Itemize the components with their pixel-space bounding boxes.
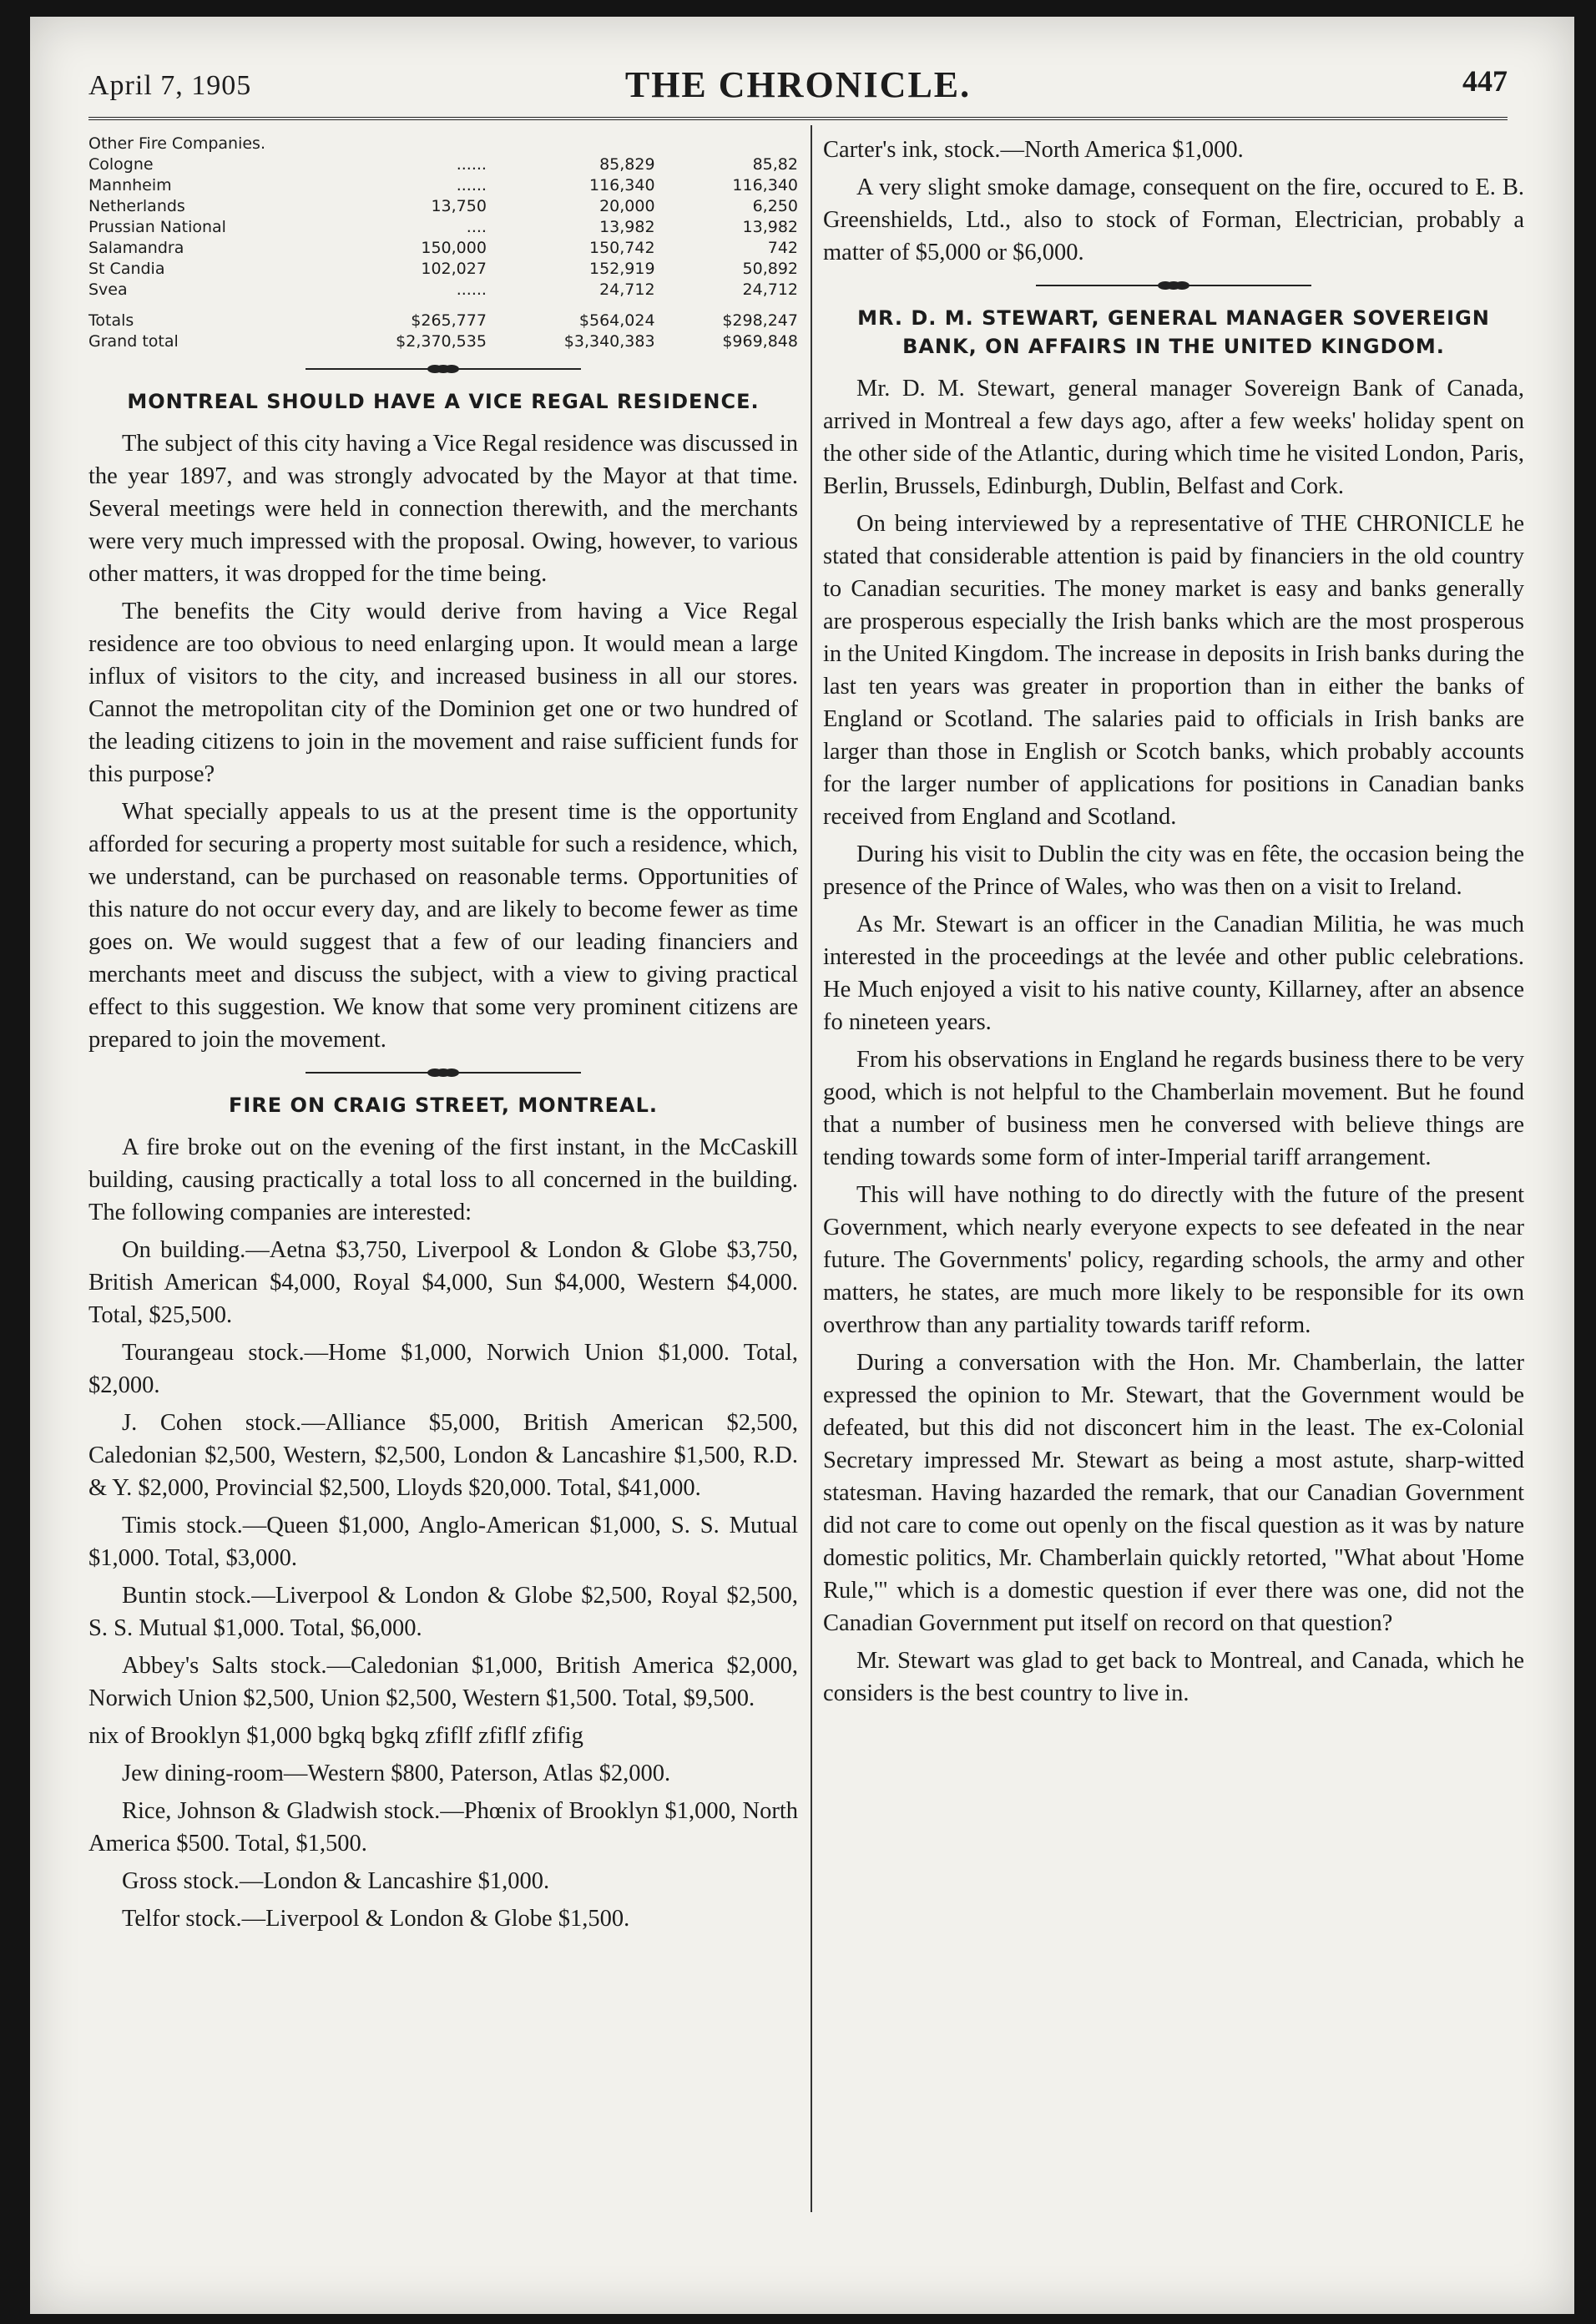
amount-cell: ...... (456, 155, 487, 174)
header-rule (88, 117, 1508, 120)
amount-cell: 85,82 (752, 155, 798, 174)
amount-cell: 116,340 (589, 176, 655, 195)
newspaper-page (30, 17, 1574, 2314)
table-row (88, 238, 798, 259)
amount-cell: $265,777 (411, 311, 487, 330)
amount-cell: 6,250 (752, 197, 798, 215)
page-number: 447 (1462, 64, 1508, 98)
company-name-cell: Totals (88, 311, 134, 330)
article-title-vice-regal: MONTREAL SHOULD HAVE A VICE REGAL RESIDENCE. (127, 390, 760, 413)
paragraph: Gross stock.—London & Lancashire $1,000. (122, 1868, 550, 1894)
page-header (88, 58, 1508, 125)
paragraph: Mr. D. M. Stewart, general manager Sovereign Bank of Canada, arrived in Montreal a few days ago, after a few weeks' holiday spent on the other side of the Atlantic, during which time he visited London, Paris, Berlin, Brussels, Edinburgh, Dublin, Belfast and Cork. (823, 376, 1524, 499)
paragraph: The benefits the City would derive from having a Vice Regal residence are too obvious to need enlarging upon. It would mean a large influx of visitors to the city, and increased business in all our stores. Cannot the metropolitan city of the Dominion get one or two hundred of the leading citizens to join in the movement and raise sufficient funds for this purpose? (88, 599, 798, 787)
amount-cell: 102,027 (421, 260, 487, 278)
table-row (88, 175, 798, 196)
table-row (88, 217, 798, 238)
amount-cell: $969,848 (722, 332, 798, 351)
section-ornament (88, 1066, 798, 1083)
table-row (88, 196, 798, 217)
table-total-row (88, 301, 798, 331)
amount-cell: 150,000 (421, 239, 487, 257)
paragraph: A fire broke out on the evening of the first instant, in the McCaskill building, causing practically a total loss to all concerned in the building. The following companies are interested: (88, 1134, 798, 1225)
paragraph: A very slight smoke damage, consequent on the fire, occured to E. B. Greenshields, Ltd., also to stock of Forman, Electrician, probably a matter of $5,000 or $6,000. (823, 174, 1524, 265)
paragraph: Jew dining-room—Western $800, Paterson, Atlas $2,000. (122, 1761, 671, 1786)
section-ornament (88, 362, 798, 379)
table-row (88, 154, 798, 175)
table-row (88, 259, 798, 280)
amount-cell: ...... (456, 176, 487, 195)
amount-cell: $3,340,383 (563, 332, 655, 351)
article-title-stewart: MR. D. M. STEWART, GENERAL MANAGER SOVEREIGN BANK, ON AFFAIRS IN THE UNITED KINGDOM. (857, 306, 1490, 358)
issue-date: April 7, 1905 (88, 70, 252, 101)
amount-cell: 24,712 (599, 280, 655, 299)
insurance-table (88, 154, 798, 352)
paragraph: Timis stock.—Queen $1,000, Anglo-American $1,000, S. S. Mutual $1,000. Total, $3,000. (88, 1513, 798, 1571)
paragraph: From his observations in England he regards business there to be very good, which is not helpful to the Chamberlain movement. But he found that a number of business men he conversed with believe things are tending towards some form of inter-Imperial tariff arrangement. (823, 1047, 1524, 1170)
paragraph: The subject of this city having a Vice Regal residence was discussed in the year 1897, and was strongly advocated by the Mayor at that time. Several meetings were held in connection therewith, and the merchants were very much impressed with the proposal. Owing, however, to various other matters, it was dropped for the time being. (88, 431, 798, 587)
paragraph: Carter's ink, stock.—North America $1,000. (823, 137, 1244, 163)
amount-cell: 20,000 (599, 197, 655, 215)
paragraph: nix of Brooklyn $1,000 bgkq bgkq zfiflf zfiflf zfifig (88, 1723, 583, 1749)
amount-cell: 150,742 (589, 239, 655, 257)
amount-cell: $298,247 (722, 311, 798, 330)
company-name-cell: Grand total (88, 332, 179, 351)
company-name-cell: St Candia (88, 260, 165, 278)
table-heading: Other Fire Companies. (88, 134, 265, 153)
paragraph: J. Cohen stock.—Alliance $5,000, British American $2,500, Caledonian $2,500, Western, $2,500, London & Lancashire $1,500, R.D. & Y. $2,000, Provincial $2,500, Lloyds $20,000. Total, $41,000. (88, 1410, 798, 1501)
paragraph: Mr. Stewart was glad to get back to Montreal, and Canada, which he considers is the best country to live in. (823, 1648, 1524, 1706)
paragraph: During a conversation with the Hon. Mr. Chamberlain, the latter expressed the opinion to Mr. Stewart, that the Government would be defeated, but this did not disconcert him in the least. The ex-Colonial Secretary impressed Mr. Stewart as being a most astute, sharp-witted statesman. Having hazarded the remark, that our Canadian Government did not care to come out openly on the fiscal question as it was by nature domestic politics, Mr. Chamberlain quickly retorted, "What about 'Home Rule,'" which is a domestic question if ever there was one, did not the Canadian Government put itself on record on that question? (823, 1350, 1524, 1636)
table-row (88, 331, 798, 352)
amount-cell: 13,750 (431, 197, 487, 215)
company-name-cell: Mannheim (88, 176, 172, 195)
column-divider (811, 125, 812, 2212)
amount-cell: 742 (767, 239, 798, 257)
article-title-fire: FIRE ON CRAIG STREET, MONTREAL. (229, 1094, 658, 1117)
paragraph: As Mr. Stewart is an officer in the Canadian Militia, he was much interested in the proceedings at the levée and other public celebrations. He Much enjoyed a visit to his native county, Killarney, after an absence fo nineteen years. (823, 912, 1524, 1035)
section-ornament (823, 279, 1524, 296)
amount-cell: ...... (456, 280, 487, 299)
paragraph: Tourangeau stock.—Home $1,000, Norwich Union $1,000. Total, $2,000. (88, 1340, 798, 1398)
amount-cell: $2,370,535 (396, 332, 487, 351)
left-column (88, 134, 798, 1940)
paragraph: Buntin stock.—Liverpool & London & Globe $2,500, Royal $2,500, S. S. Mutual $1,000. Total, $6,000. (88, 1583, 798, 1641)
amount-cell: 13,982 (742, 218, 798, 236)
table-row (88, 280, 798, 301)
paragraph: On being interviewed by a representative of THE CHRONICLE he stated that considerable attention is paid by financiers in the old country to Canadian securities. The money market is easy and banks generally are prosperous especially the Irish banks which are the most prosperous in the United Kingdom. The increase in deposits in Irish banks during the last ten years was greater in proportion than in either the banks of England or Scotland. The salaries paid to officials in Irish banks are larger than those in English or Scotch banks, which probably accounts for the larger number of applications for positions in Canadian banks received from England and Scotland. (823, 511, 1524, 830)
paragraph: Rice, Johnson & Gladwish stock.—Phœnix of Brooklyn $1,000, North America $500. Total, $1,500. (88, 1798, 798, 1857)
company-name-cell: Cologne (88, 155, 154, 174)
paragraph: What specially appeals to us at the present time is the opportunity afforded for securing a property most suitable for such a residence, which, we understand, can be purchased on reasonable terms. Opportunities of this nature do not occur every day, and are likely to become fewer as time goes on. We would suggest that a few of our leading financiers and merchants meet and discuss the subject, with a view to giving practical effect to this suggestion. We know that some very prominent citizens are prepared to join the movement. (88, 799, 798, 1053)
paragraph: During his visit to Dublin the city was en fête, the occasion being the presence of the Prince of Wales, who was then on a visit to Ireland. (823, 841, 1524, 900)
amount-cell: 152,919 (589, 260, 655, 278)
company-name-cell: Salamandra (88, 239, 184, 257)
paragraph: Telfor stock.—Liverpool & London & Globe $1,500. (122, 1906, 630, 1932)
right-column (823, 134, 1524, 1715)
company-name-cell: Netherlands (88, 197, 185, 215)
paragraph: Abbey's Salts stock.—Caledonian $1,000, British America $2,000, Norwich Union $2,500, Union $2,500, Western $1,500. Total, $9,500. (88, 1653, 798, 1711)
amount-cell: 13,982 (599, 218, 655, 236)
amount-cell: $564,024 (578, 311, 655, 330)
amount-cell: 85,829 (599, 155, 655, 174)
paragraph: On building.—Aetna $3,750, Liverpool & London & Globe $3,750, British American $4,000, Royal $4,000, Sun $4,000, Western $4,000. Total, $25,500. (88, 1237, 798, 1328)
amount-cell: .... (466, 218, 487, 236)
company-name-cell: Prussian National (88, 218, 226, 236)
masthead-title: THE CHRONICLE. (624, 64, 972, 105)
paragraph: This will have nothing to do directly with the future of the present Government, which nearly everyone expects to see defeated in the near future. The Governments' policy, regarding schools, the army and other matters, he states, are much more likely to be responsible for its own overthrow than any partiality towards tariff reform. (823, 1182, 1524, 1338)
amount-cell: 116,340 (732, 176, 798, 195)
company-name-cell: Svea (88, 280, 128, 299)
amount-cell: 24,712 (742, 280, 798, 299)
amount-cell: 50,892 (742, 260, 798, 278)
